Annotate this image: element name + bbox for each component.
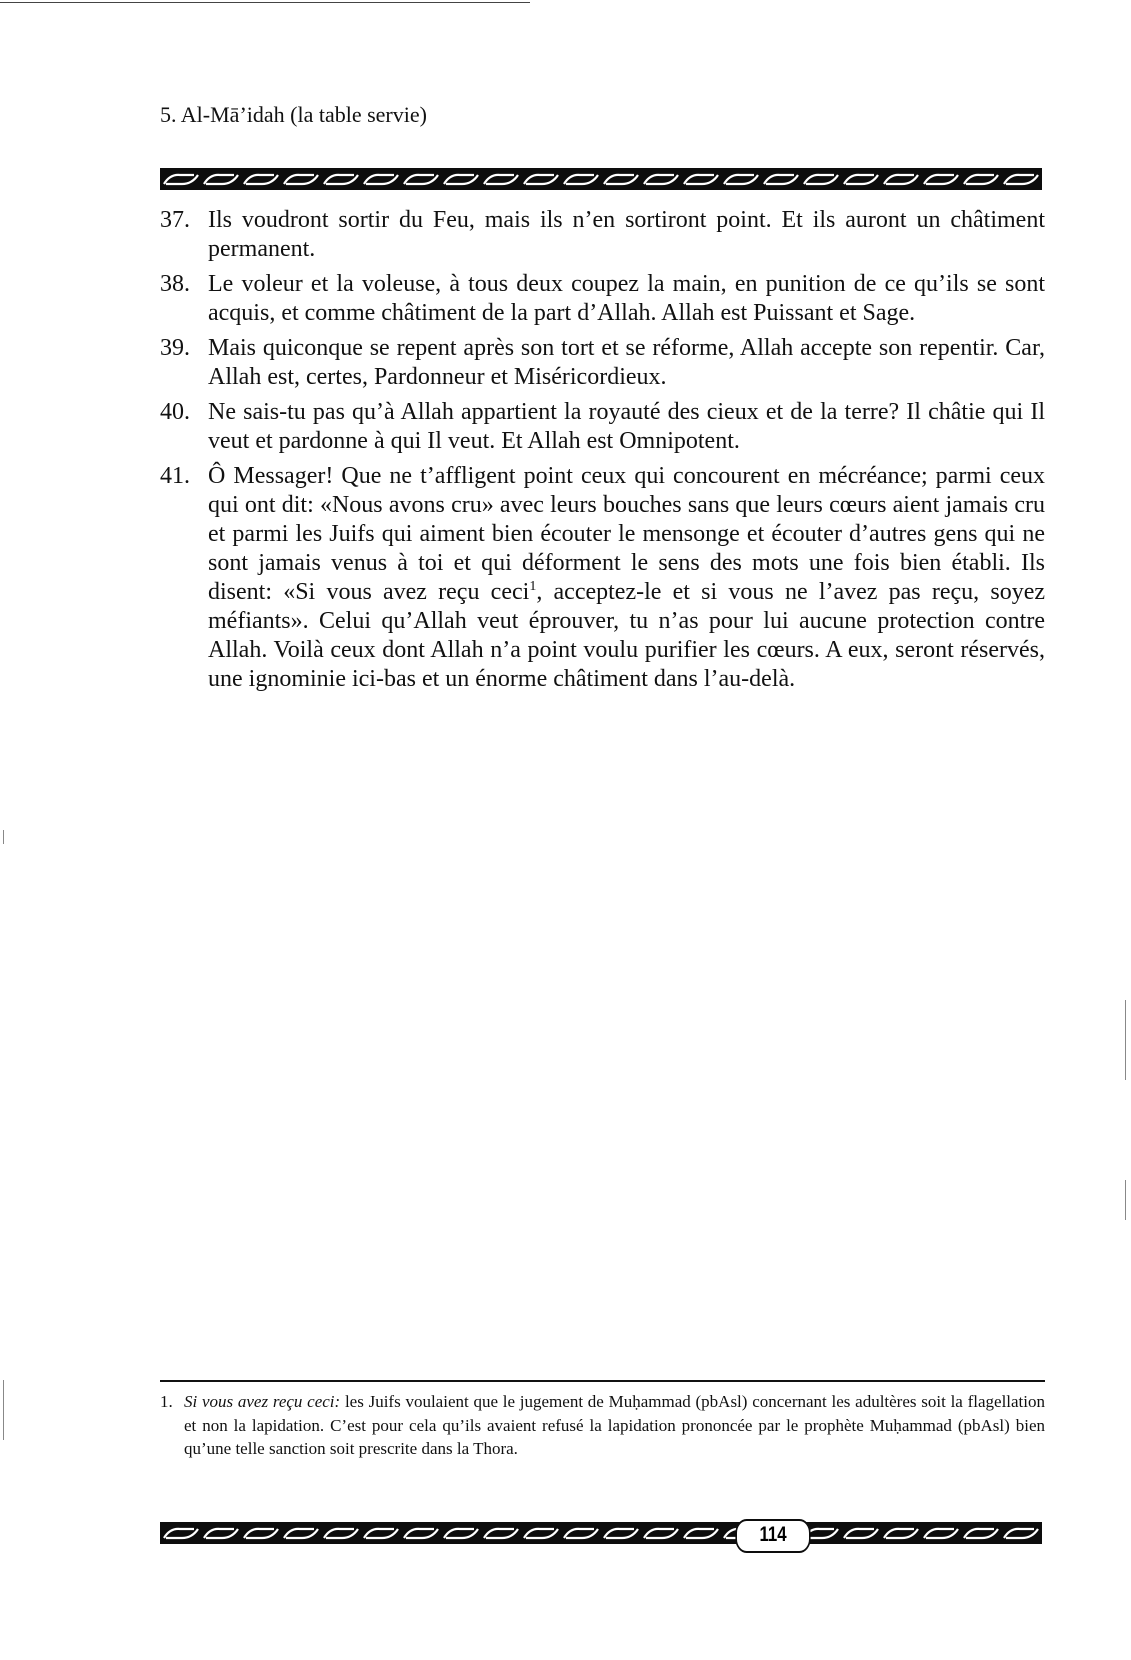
verse-number: 39. xyxy=(160,335,190,361)
verse-text-after-note: , acceptez-le et si vous ne l’avez pas reçu, soyez méfiants». Celui qu’Allah veut éprouver, tu n’as pour lui aucune protection contre Allah. Voilà ceux dont Allah n’a point voulu purifier les cœurs. A eux, seront réservés, une ignominie ici-bas et un énorme châtiment dans l’au-delà. xyxy=(208,579,1046,692)
verse-37 xyxy=(160,206,1045,264)
scan-margin-mark xyxy=(1125,1180,1126,1220)
verse-39 xyxy=(160,334,1045,392)
page-number: 114 xyxy=(735,1519,810,1553)
verse-text: Ils voudront sortir du Feu, mais ils n’en sortiront point. Et ils auront un châtiment permanent. xyxy=(208,207,1045,262)
verse-40 xyxy=(160,398,1045,456)
footnote-reference[interactable]: 1 xyxy=(529,579,537,594)
footnote xyxy=(160,1390,1045,1461)
chain-pattern xyxy=(160,168,1042,190)
header-ornament-band xyxy=(160,168,1042,190)
verse-list xyxy=(160,206,1045,700)
scan-margin-mark xyxy=(3,830,4,844)
footnote-term: Si vous avez reçu ceci: xyxy=(184,1392,341,1411)
verse-41 xyxy=(160,462,1045,694)
verse-text: Ne sais-tu pas qu’à Allah appartient la royauté des cieux et de la terre? Il châtie qui Il veut et pardonne à qui Il veut. Et Allah est Omnipotent. xyxy=(208,399,1045,454)
verse-38 xyxy=(160,270,1045,328)
verse-text-before-note: Ô Messager! Que ne t’affligent point ceux qui concourent en mécréance; parmi ceux qui ont dit: «Nous avons cru» avec leurs bouches sans que leurs cœurs aient jamais cru et parmi les Juifs qui aiment bien écouter le mensonge et écouter d’autres gens qui ne sont jamais venus à toi et qui déforment le sens des mots une fois bien établi. Ils disent: «Si vous avez reçu ceci xyxy=(208,463,1045,605)
verse-number: 37. xyxy=(160,207,190,233)
scan-margin-mark xyxy=(1125,1000,1126,1080)
top-scan-edge-rule xyxy=(0,2,530,3)
page-header: 5. Al-Mā’idah (la table servie) xyxy=(160,102,427,127)
verse-text: Le voleur et la voleuse, à tous deux coupez la main, en punition de ce qu’ils se sont acquis, et comme châtiment de la part d’Allah. Allah est Puissant et Sage. xyxy=(208,271,1045,326)
footer-page-number-holder xyxy=(160,1522,1042,1544)
footnote-divider xyxy=(160,1380,1045,1382)
verse-text: Mais quiconque se repent après son tort et se réforme, Allah accepte son repentir. Car, Allah est, certes, Pardonneur et Miséricordieux. xyxy=(208,335,1045,390)
verse-number: 38. xyxy=(160,271,190,297)
verse-number: 40. xyxy=(160,399,190,425)
footnote-number: 1. xyxy=(160,1392,173,1411)
footnote-text: les Juifs voulaient que le jugement de Muḥammad (pbAsl) concernant les adultères soit la flagellation et non la lapidation. C’est pour cela qu’ils avaient refusé la lapidation prononcée par le prophète Muḥammad (pbAsl) bien qu’une telle sanction soit prescrite dans la Thora. xyxy=(184,1392,1046,1458)
verse-text xyxy=(208,463,1045,692)
verse-number: 41. xyxy=(160,463,190,489)
scan-margin-mark xyxy=(3,1380,4,1440)
